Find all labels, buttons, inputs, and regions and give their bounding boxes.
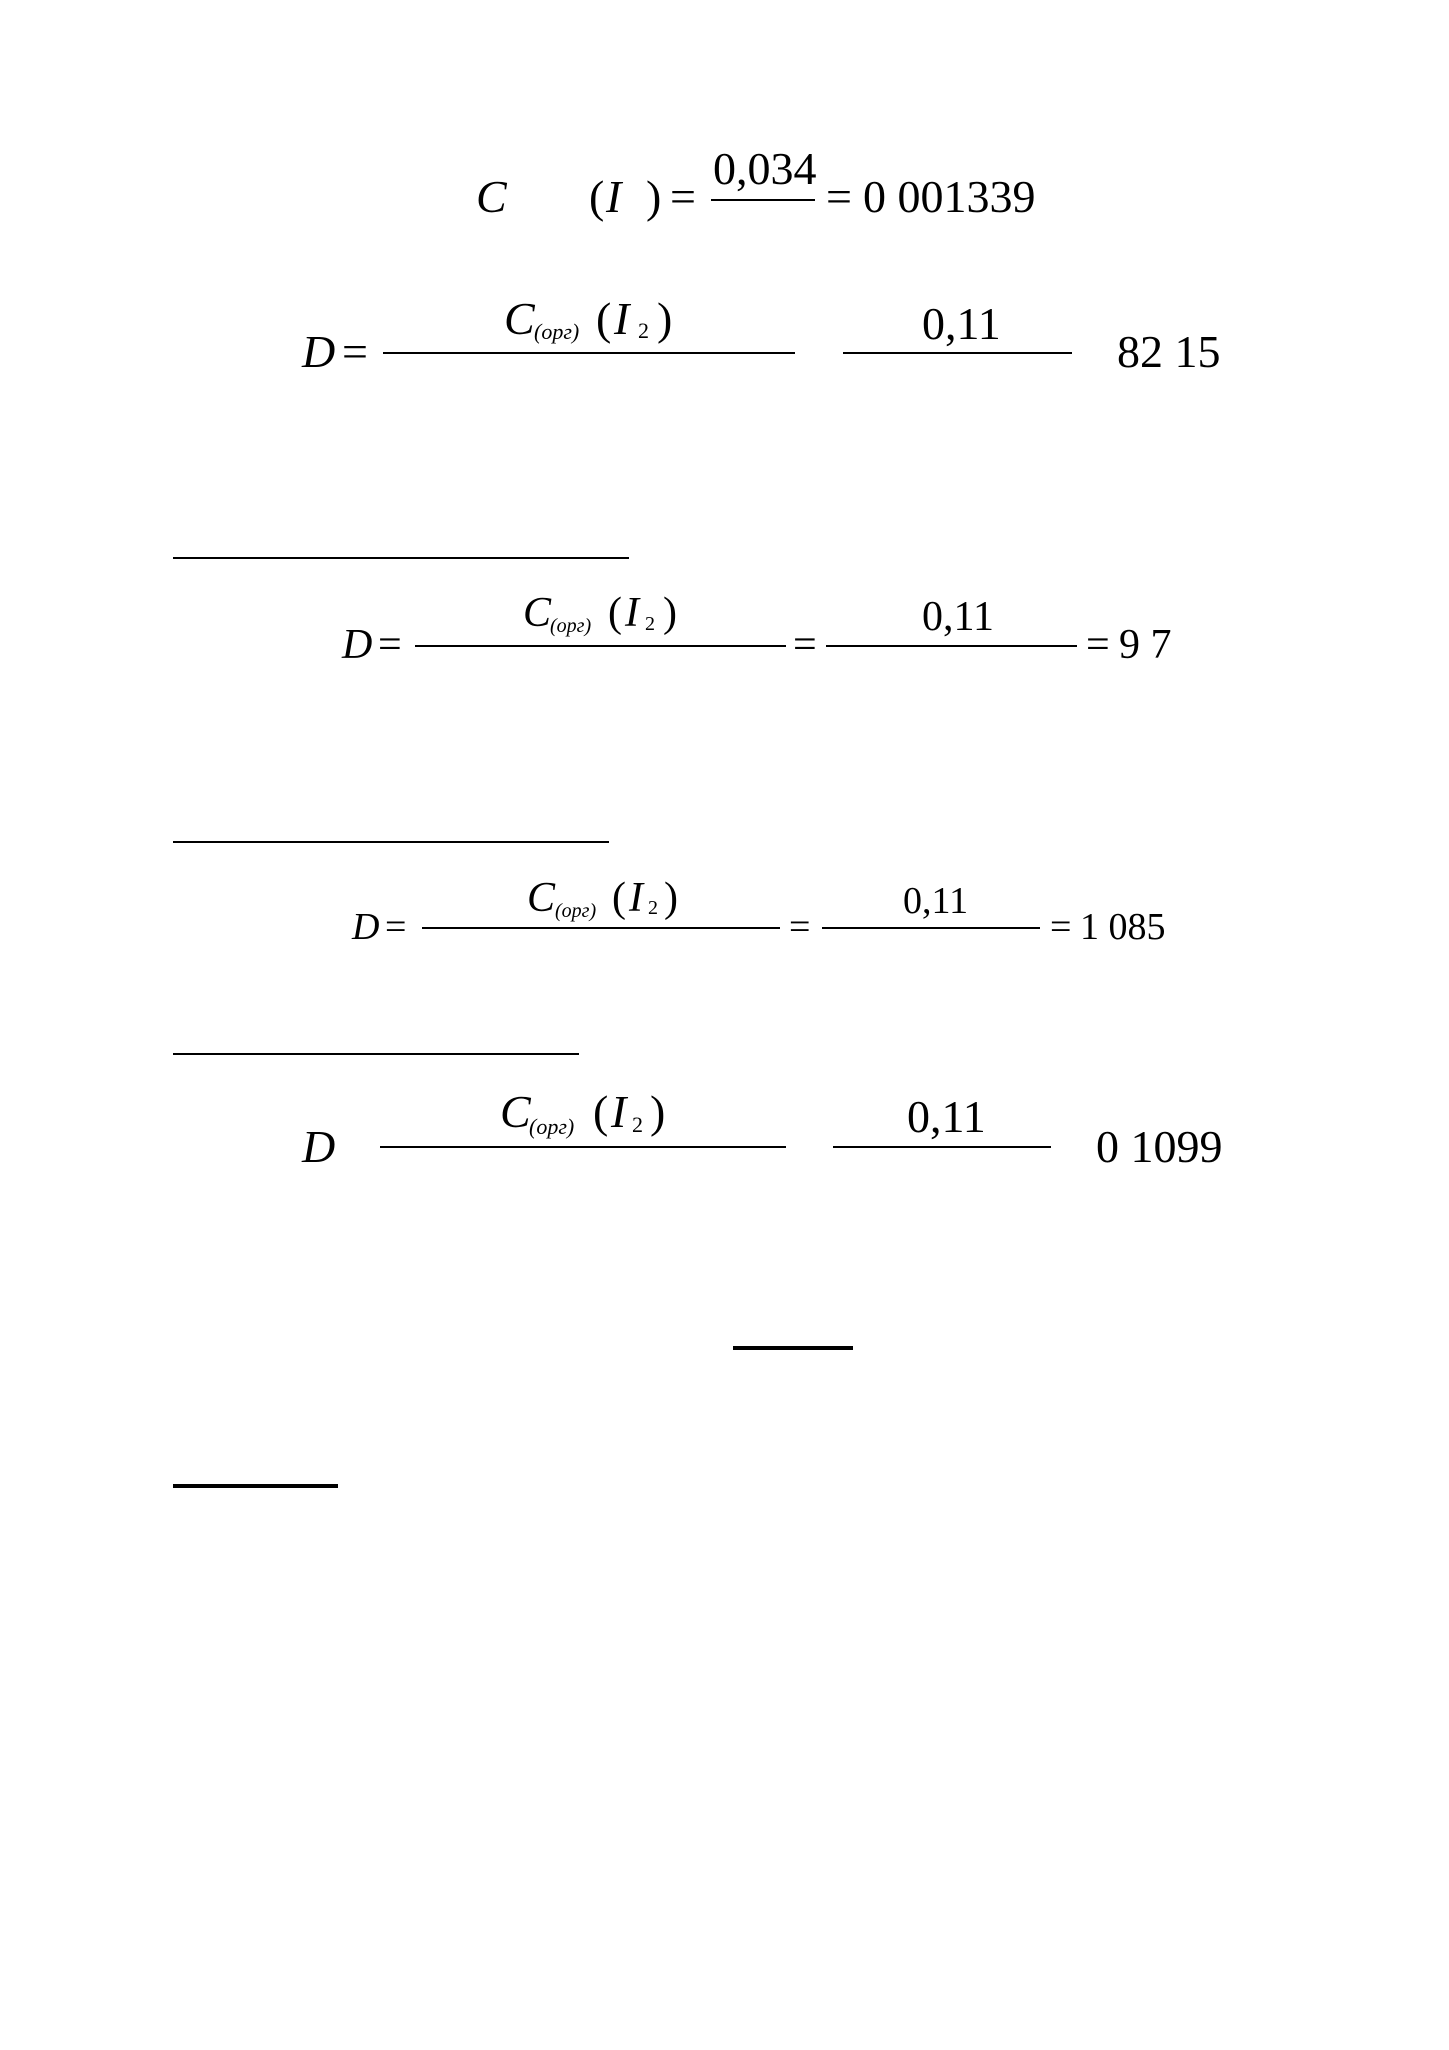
eq4-fraction-bar-2: [822, 927, 1040, 929]
eq3-num-arg: I: [625, 590, 639, 636]
eq2-result: 82 15: [1117, 326, 1221, 377]
eq5-num-arg-subscript: 2: [632, 1112, 643, 1137]
eq3-num-arg-subscript: 2: [645, 613, 655, 635]
eq4-result: 1 085: [1080, 906, 1166, 948]
eq5-num-arg: I: [611, 1086, 627, 1137]
eq3-equals-2: =: [793, 622, 817, 668]
eq1-variable: C: [476, 171, 507, 222]
eq4-equals-2: =: [789, 906, 811, 948]
eq3-num-paren-open: (: [608, 590, 622, 636]
eq5-fraction-bar-1: [380, 1146, 786, 1148]
eq4-fraction-bar-1: [422, 927, 780, 929]
eq1-paren-open: (: [589, 171, 605, 222]
eq2-num-variable: C: [504, 293, 535, 344]
eq2-fraction-bar-1: [383, 352, 795, 354]
eq2-equals: =: [342, 326, 368, 377]
eq2-num-subscript: (орг): [534, 319, 580, 344]
eq2-value-numerator: 0,11: [922, 298, 1001, 349]
eq1-paren-close: ): [646, 171, 662, 222]
eq4-num-arg-subscript: 2: [648, 897, 658, 919]
eq2-num-arg-subscript: 2: [638, 318, 649, 343]
eq4-num-variable: C: [527, 875, 556, 921]
eq5-fraction-bar-2: [833, 1146, 1051, 1148]
eq1-equals-2: =: [826, 171, 852, 222]
eq4-value-numerator: 0,11: [903, 880, 969, 922]
eq5-value-numerator: 0,11: [907, 1091, 986, 1142]
eq1-numerator: 0,034: [713, 143, 817, 194]
eq2-num-paren-close: ): [657, 293, 673, 344]
eq3-fraction-bar-2: [826, 645, 1077, 647]
eq3-equals: =: [378, 622, 402, 668]
eq4-num-paren-open: (: [612, 875, 626, 921]
section-rule-2: [173, 841, 609, 843]
eq2-lhs: D: [302, 326, 336, 377]
eq3-result: 9 7: [1119, 622, 1172, 668]
eq4-equals: =: [385, 906, 407, 948]
eq2-num-arg: I: [614, 293, 630, 344]
eq3-num-paren-close: ): [663, 590, 677, 636]
eq4-num-paren-close: ): [664, 875, 678, 921]
eq5-result: 0 1099: [1096, 1121, 1223, 1172]
eq5-num-subscript: (орг): [529, 1114, 575, 1139]
eq5-num-paren-close: ): [650, 1086, 666, 1137]
short-rule-left: [173, 1484, 338, 1488]
section-rule-1: [173, 557, 629, 559]
eq3-lhs: D: [342, 622, 373, 668]
eq3-num-subscript: (орг): [550, 615, 592, 637]
eq5-num-variable: C: [500, 1086, 531, 1137]
eq2-num-paren-open: (: [596, 293, 612, 344]
eq3-equals-3: =: [1086, 622, 1110, 668]
eq1-result: 0 001339: [863, 171, 1036, 222]
eq4-lhs: D: [352, 906, 380, 948]
short-rule-center: [733, 1346, 853, 1350]
eq4-num-arg: I: [629, 875, 643, 921]
eq4-num-subscript: (орг): [555, 900, 597, 922]
eq1-equals: =: [670, 171, 696, 222]
eq5-lhs: D: [302, 1121, 336, 1172]
eq1-fraction-bar: [711, 199, 815, 201]
eq3-value-numerator: 0,11: [922, 594, 994, 640]
eq2-fraction-bar-2: [843, 352, 1072, 354]
eq3-fraction-bar-1: [415, 645, 786, 647]
eq3-num-variable: C: [523, 590, 552, 636]
eq4-equals-3: =: [1050, 906, 1072, 948]
eq5-num-paren-open: (: [593, 1086, 609, 1137]
section-rule-3: [173, 1053, 579, 1055]
eq1-arg: I: [606, 171, 622, 222]
